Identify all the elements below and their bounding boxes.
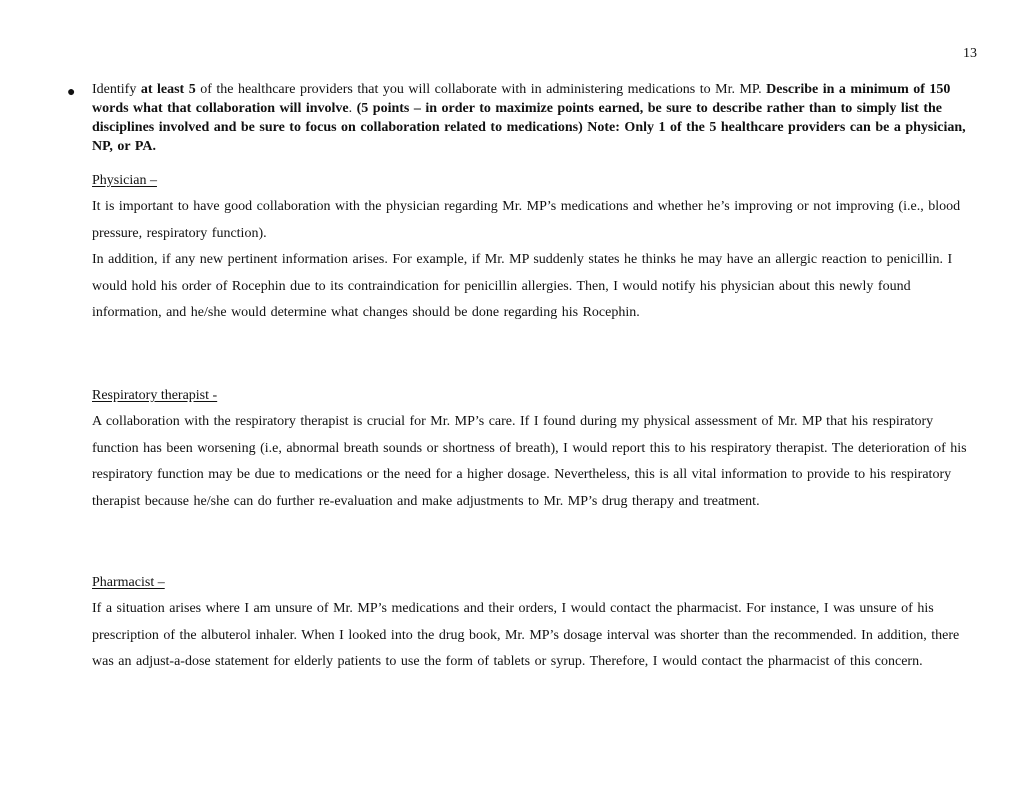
prompt-emphasis: (5 points – in order to maximize points earned, be sure to describe rather than to simply list the disciplines involved and be sure to focus on collaboration related to medications) Note: Only 1 of the 5 healthcare providers can be a physician, NP, or PA.	[92, 101, 966, 154]
section-paragraph: A collaboration with the respiratory therapist is crucial for Mr. MP’s care. If I found during my physical assessment of Mr. MP that his respiratory function has been worsening (i.e, abnormal breath sounds or shortness of breath), I would report this to his respiratory therapist. The deterioration of his respiratory function may be due to medications or the need for a higher dosage. Nevertheless, this is all vital information to provide to his respiratory therapist because he/she can do further re-evaluation and make adjustments to Mr. MP’s drug therapy and treatment.	[92, 414, 967, 509]
section-heading: Respiratory therapist -	[92, 388, 218, 403]
section-pharmacist	[92, 570, 982, 676]
section-paragraph: In addition, if any new pertinent information arises. For example, if Mr. MP suddenly states he thinks he may have an allergic reaction to penicillin. I would hold his order of Rocephin due to its contraindication for penicillin allergies. Then, I would notify his physician about this newly found information, and he/she would determine what changes should be done regarding his Rocephin.	[92, 252, 953, 320]
assignment-prompt	[92, 80, 982, 156]
prompt-text: Identify	[92, 82, 141, 97]
section-heading: Pharmacist –	[92, 575, 165, 590]
bullet-icon: ●	[67, 85, 76, 100]
prompt-text: of the healthcare providers that you will collaborate with in administering medications to Mr. MP.	[195, 82, 767, 97]
section-paragraph: It is important to have good collaboration with the physician regarding Mr. MP’s medications and whether he’s improving or not improving (i.e., blood pressure, respiratory function).	[92, 199, 961, 241]
prompt-text: .	[348, 101, 357, 116]
prompt-emphasis: Describe in a minimum of 150 words what that collaboration will involve	[92, 82, 951, 116]
prompt-emphasis: at least 5	[140, 82, 196, 97]
section-heading: Physician –	[92, 173, 157, 188]
page-number: 13	[963, 46, 977, 61]
section-paragraph: If a situation arises where I am unsure of Mr. MP’s medications and their orders, I would contact the pharmacist. For instance, I was unsure of his prescription of the albuterol inhaler. When I looked into the drug book, Mr. MP’s dosage interval was shorter than the recommended. In addition, there was an adjust-a-dose statement for elderly patients to use the form of tablets or syrup. Therefore, I would contact the pharmacist of this concern.	[92, 601, 960, 669]
section-respiratory-therapist	[92, 383, 982, 515]
section-physician	[92, 168, 982, 327]
